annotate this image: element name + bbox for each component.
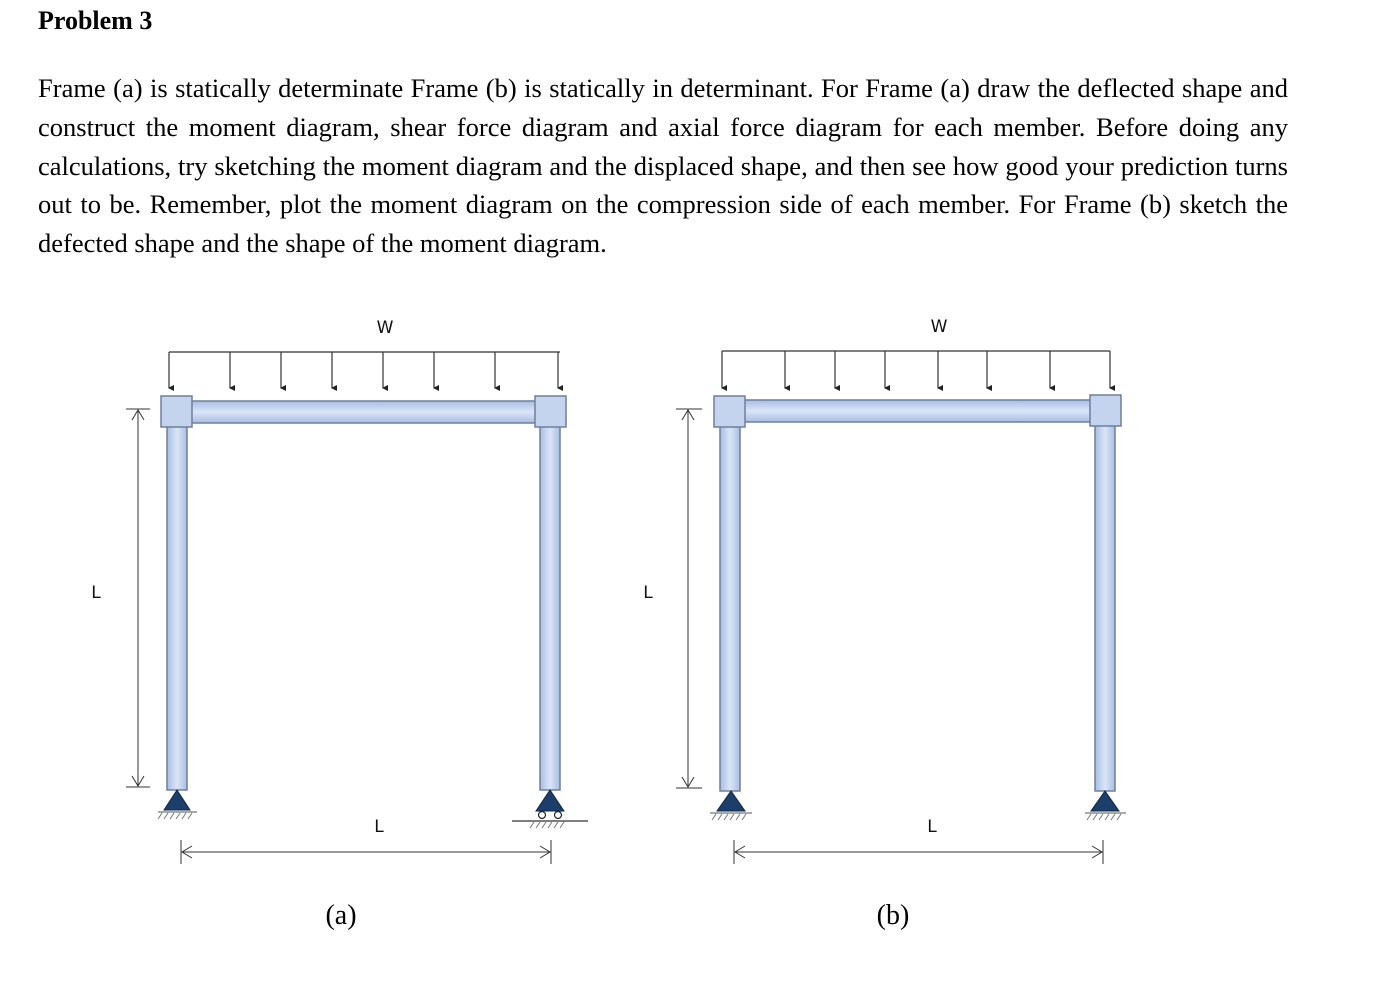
- frame-b-distributed-load: [722, 351, 1110, 388]
- frame-a-right-joint: [535, 396, 566, 427]
- frame-b-left-pin-support-icon: [710, 791, 752, 820]
- frame-b-right-column: [1095, 424, 1115, 791]
- frame-a-left-column: [167, 425, 187, 790]
- frame-a-right-roller-support-icon: [512, 790, 588, 828]
- frame-a-height-dimension: [126, 409, 150, 787]
- frame-b-right-joint: [1090, 395, 1121, 426]
- problem-heading: Problem 3: [38, 6, 153, 35]
- frame-b-left-column: [720, 424, 740, 791]
- frame-b-right-pin-support-icon: [1085, 791, 1126, 820]
- frame-b-left-joint: [714, 396, 745, 427]
- frame-a-left-joint: [161, 396, 192, 427]
- frame-a-distributed-load: [169, 352, 560, 388]
- frame-a-right-column: [540, 425, 560, 790]
- frame-a-span-label: L: [374, 817, 384, 837]
- frame-b-load-label: W: [930, 317, 948, 337]
- frame-b-height-label: L: [643, 583, 653, 603]
- frame-a-beam: [190, 401, 538, 423]
- frame-a-span-dimension: [181, 840, 551, 864]
- frame-b-span-label: L: [927, 817, 937, 837]
- frame-a-load-label: W: [376, 318, 394, 338]
- frame-b: [643, 317, 1126, 931]
- frame-b-beam: [744, 400, 1092, 422]
- frame-a-left-pin-support-icon: [158, 790, 197, 819]
- frame-b-span-dimension: [734, 840, 1103, 864]
- frame-b-caption: (b): [876, 900, 910, 931]
- frame-a-caption: (a): [325, 900, 357, 931]
- frame-a: [91, 318, 588, 931]
- frame-b-height-dimension: [676, 409, 702, 788]
- problem-statement: Frame (a) is statically determinate Frame (b) is statically in determinant. For Frame (a) draw the deflected shape and construct the moment diagram, shear force diagram and axial force diagram for each member. Before doing any calculations, try sketching the moment diagram and the displaced shape, and then see how good your prediction turns out to be. Remember, plot the moment diagram on the compression side of each member. For Frame (b) sketch the defected shape and the shape of the moment diagram.: [38, 73, 1288, 259]
- frame-a-height-label: L: [91, 583, 101, 603]
